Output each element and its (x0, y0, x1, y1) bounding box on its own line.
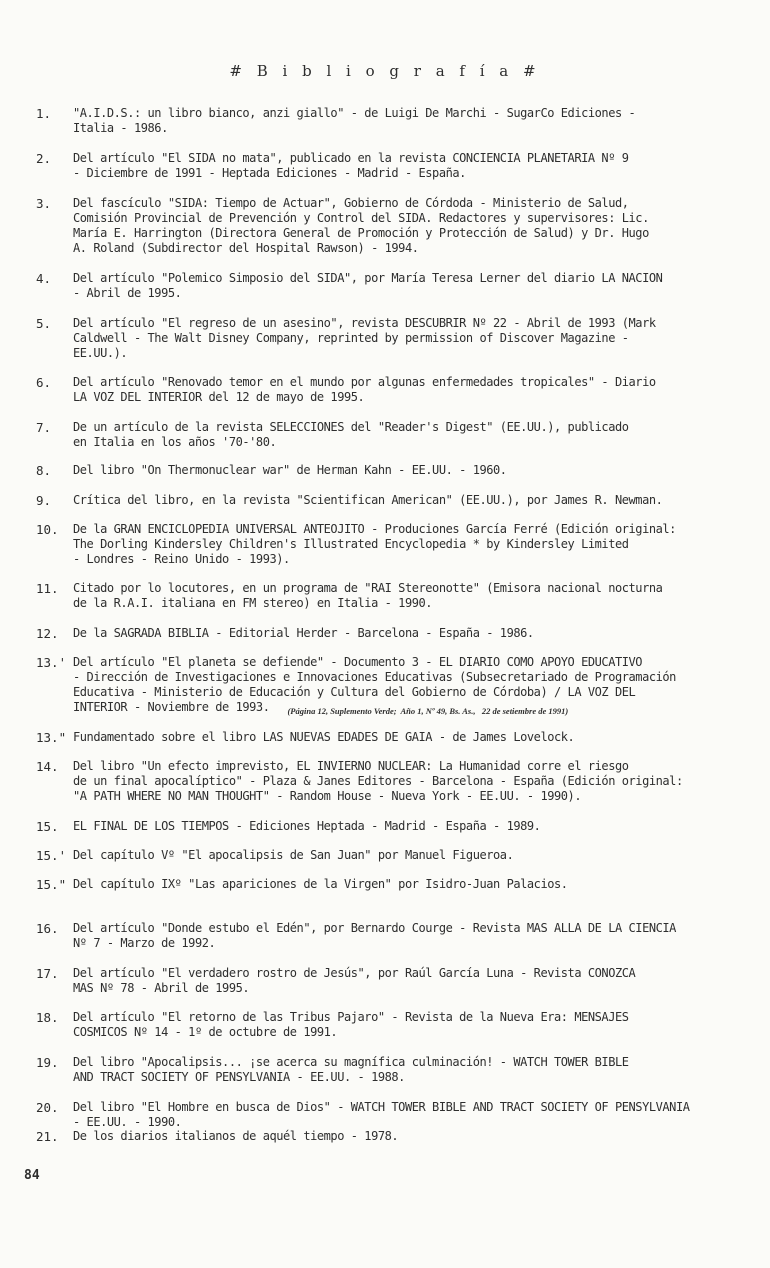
entry-number: 15." (36, 877, 67, 892)
entry-line: Del libro "On Thermonuclear war" de Herman Kahn - EE.UU. - 1960. (73, 463, 507, 477)
page-number: 84 (24, 1168, 40, 1183)
entry-text (73, 1129, 763, 1144)
entry-line: - Abril de 1995. (73, 286, 182, 300)
entry-text (73, 1055, 763, 1085)
entry-text (73, 375, 763, 405)
entry-text (73, 271, 763, 301)
entry-line: De la GRAN ENCICLOPEDIA UNIVERSAL ANTEOJITO - Produciones García Ferré (Edición original: (73, 522, 676, 536)
entry-line: "A PATH WHERE NO MAN THOUGHT" - Random House - Nueva York - EE.UU. - 1990). (73, 789, 582, 803)
entry-line: Citado por lo locutores, en un programa de "RAI Stereonotte" (Emisora nacional nocturna (73, 581, 663, 595)
entry-number: 10. (36, 522, 59, 537)
entry-line: de la R.A.I. italiana en FM stereo) en Italia - 1990. (73, 596, 433, 610)
entry-line: Del artículo "El regreso de un asesino", revista DESCUBRIR Nº 22 - Abril de 1993 (Mark (73, 316, 656, 330)
entry-line: Del artículo "El SIDA no mata", publicado en la revista CONCIENCIA PLANETARIA Nº 9 (73, 151, 629, 165)
entry-number: 7. (36, 420, 52, 435)
entry-number: 6. (36, 375, 52, 390)
entry-number: 15.' (36, 848, 67, 863)
entry-line: COSMICOS Nº 14 - 1º de octubre de 1991. (73, 1025, 338, 1039)
entry-text (73, 848, 763, 863)
entry-line: "A.I.D.S.: un libro bianco, anzi giallo" - de Luigi De Marchi - SugarCo Ediciones - (73, 106, 636, 120)
entry-line: - Diciembre de 1991 - Heptada Ediciones - Madrid - España. (73, 166, 466, 180)
entry-line: Del artículo "Polemico Simposio del SIDA", por María Teresa Lerner del diario LA NACION (73, 271, 663, 285)
entry-number: 13.' (36, 655, 67, 670)
entry-text (73, 493, 763, 508)
entry-text (73, 316, 763, 361)
entry-line: Del artículo "Renovado temor en el mundo por algunas enfermedades tropicales" - Diario (73, 375, 656, 389)
entry-line: AND TRACT SOCIETY OF PENSYLVANIA - EE.UU. - 1988. (73, 1070, 405, 1084)
entry-number: 4. (36, 271, 52, 286)
entry-text (73, 966, 763, 996)
entry-line: Nº 7 - Marzo de 1992. (73, 936, 216, 950)
entry-number: 5. (36, 316, 52, 331)
entry-text (73, 463, 763, 478)
entry-number: 1. (36, 106, 52, 121)
entry-line: Del capítulo Vº "El apocalipsis de San Juan" por Manuel Figueroa. (73, 848, 514, 862)
entry-number: 18. (36, 1010, 59, 1025)
entry-number: 3. (36, 196, 52, 211)
entry-text (73, 819, 763, 834)
entry-text (73, 151, 763, 181)
entry-number: 8. (36, 463, 52, 478)
entry-text (73, 420, 763, 450)
source-note: (Página 12, Suplemento Verde; Año 1, Nº 49, Bs. As., 22 de setiembre de 1991) (287, 706, 569, 716)
entry-line: Del libro "El Hombre en busca de Dios" - WATCH TOWER BIBLE AND TRACT SOCIETY OF PENSYLVANIA (73, 1100, 690, 1114)
entry-line: EE.UU.). (73, 346, 128, 360)
entry-line: Del artículo "El retorno de las Tribus Pajaro" - Revista de la Nueva Era: MENSAJES (73, 1010, 629, 1024)
entry-line: INTERIOR - Noviembre de 1993. $_{(Página 12, Suplemento Verde; Año 1, Nº 49, Bs. As., 22 de setiembre de 1991)}$ (73, 700, 569, 716)
entry-line: Del artículo "El planeta se defiende" - Documento 3 - EL DIARIO COMO APOYO EDUCATIVO (73, 655, 643, 669)
entry-text (73, 1100, 763, 1130)
entry-line: LA VOZ DEL INTERIOR del 12 de mayo de 1995. (73, 390, 365, 404)
entry-text (73, 655, 763, 719)
entry-line: en Italia en los años '70-'80. (73, 435, 277, 449)
entry-number: 15. (36, 819, 59, 834)
entry-line: Fundamentado sobre el libro LAS NUEVAS EDADES DE GAIA - de James Lovelock. (73, 730, 575, 744)
entry-text (73, 626, 763, 641)
entry-number: 20. (36, 1100, 59, 1115)
entry-line: Del capítulo IXº "Las apariciones de la Virgen" por Isidro-Juan Palacios. (73, 877, 568, 891)
entry-line: Crítica del libro, en la revista "Scientifican American" (EE.UU.), por James R. Newman. (73, 493, 663, 507)
entry-text (73, 581, 763, 611)
entry-line: De un artículo de la revista SELECCIONES del "Reader's Digest" (EE.UU.), publicado (73, 420, 629, 434)
entry-text (73, 921, 763, 951)
entry-line: EL FINAL DE LOS TIEMPOS - Ediciones Heptada - Madrid - España - 1989. (73, 819, 541, 833)
entry-number: 9. (36, 493, 52, 508)
entry-text (73, 877, 763, 892)
page-title: # B i b l i o g r a f í a # (229, 62, 541, 80)
entry-line: de un final apocalíptico" - Plaza & Janes Editores - Barcelona - España (Edición original: (73, 774, 683, 788)
entry-line: - EE.UU. - 1990. (73, 1115, 182, 1129)
entry-number: 19. (36, 1055, 59, 1070)
entry-line: Caldwell - The Walt Disney Company, reprinted by permission of Discover Magazine - (73, 331, 629, 345)
entry-line: De la SAGRADA BIBLIA - Editorial Herder - Barcelona - España - 1986. (73, 626, 534, 640)
entry-line: - Dirección de Investigaciones e Innovaciones Educativas (Subsecretariado de Programación (73, 670, 676, 684)
entry-line: Educativa - Ministerio de Educación y Cultura del Gobierno de Córdoba) / LA VOZ DEL (73, 685, 636, 699)
entry-line: María E. Harrington (Directora General de Promoción y Protección de Salud) y Dr. Hugo (73, 226, 649, 240)
entry-text (73, 730, 763, 745)
entry-number: 16. (36, 921, 59, 936)
entry-number: 13." (36, 730, 67, 745)
entry-text (73, 1010, 763, 1040)
entry-line: MAS Nº 78 - Abril de 1995. (73, 981, 250, 995)
entry-line: Comisión Provincial de Prevención y Control del SIDA. Redactores y supervisores: Lic. (73, 211, 649, 225)
entry-line: Del artículo "Donde estubo el Edén", por Bernardo Courge - Revista MAS ALLA DE LA CIENCIA (73, 921, 676, 935)
entry-number: 11. (36, 581, 59, 596)
entry-line: - Londres - Reino Unido - 1993). (73, 552, 290, 566)
entry-line: The Dorling Kindersley Children's Illustrated Encyclopedia * by Kindersley Limited (73, 537, 629, 551)
entry-number: 17. (36, 966, 59, 981)
entry-number: 21. (36, 1129, 59, 1144)
entry-number: 12. (36, 626, 59, 641)
entry-line: Italia - 1986. (73, 121, 168, 135)
entry-line: Del fascículo "SIDA: Tiempo de Actuar", Gobierno de Córdoda - Ministerio de Salud, (73, 196, 629, 210)
entry-line: A. Roland (Subdirector del Hospital Rawson) - 1994. (73, 241, 419, 255)
entry-text (73, 196, 763, 256)
entry-line: Del libro "Un efecto imprevisto, EL INVIERNO NUCLEAR: La Humanidad corre el riesgo (73, 759, 629, 773)
entry-text (73, 759, 763, 804)
entry-line: De los diarios italianos de aquél tiempo - 1978. (73, 1129, 399, 1143)
entry-text (73, 522, 763, 567)
entry-line: Del artículo "El verdadero rostro de Jesús", por Raúl García Luna - Revista CONOZCA (73, 966, 636, 980)
entry-line: Del libro "Apocalipsis... ¡se acerca su magnífica culminación! - WATCH TOWER BIBLE (73, 1055, 629, 1069)
entry-number: 2. (36, 151, 52, 166)
entry-text (73, 106, 763, 136)
entry-number: 14. (36, 759, 59, 774)
